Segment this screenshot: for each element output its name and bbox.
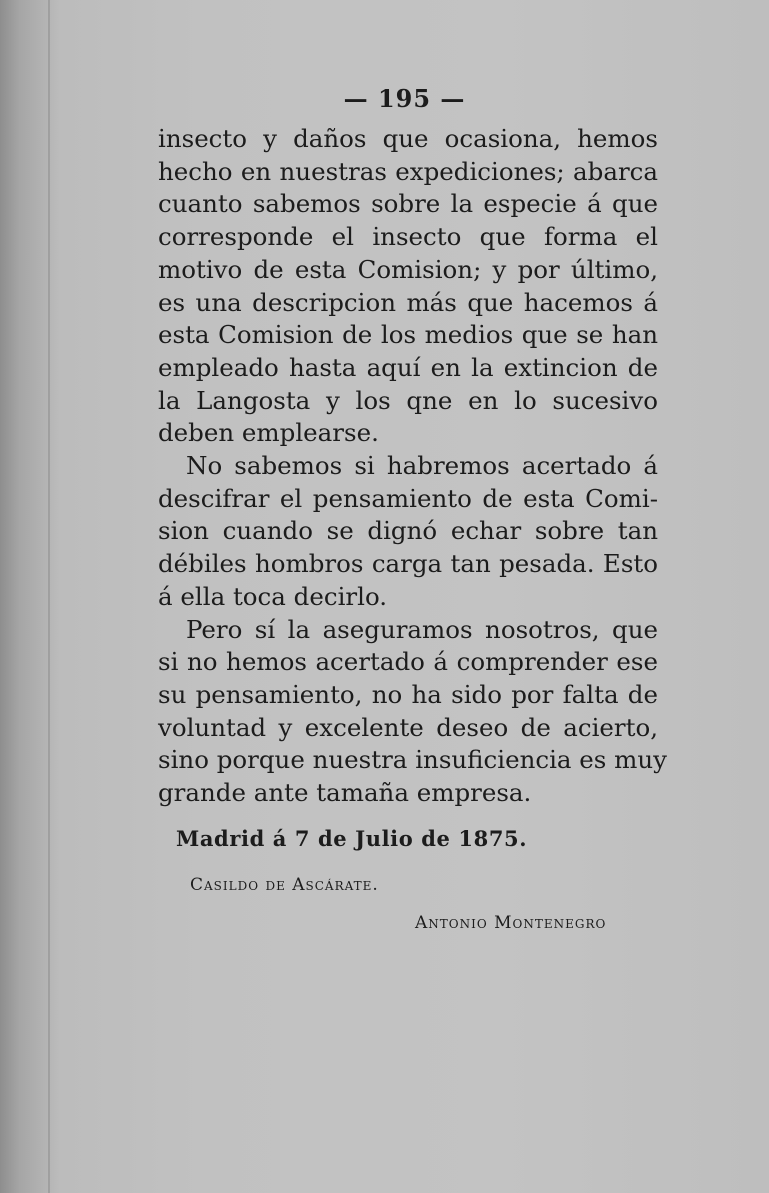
page-number: — 195 — bbox=[343, 84, 466, 113]
signature-montenegro: Antonio Montenegro bbox=[415, 913, 607, 933]
signature-ascarate: Casildo de Ascárate. bbox=[190, 875, 379, 895]
text-line: No sabemos si habremos acertado á bbox=[186, 451, 658, 481]
text-line: motivo de esta Comision; y por último, bbox=[158, 254, 658, 284]
text-line: á ella toca decirlo. bbox=[158, 581, 388, 611]
text-line: deben emplearse. bbox=[158, 418, 379, 448]
text-line: sion cuando se dignó echar sobre tan bbox=[158, 516, 658, 546]
date-line: Madrid á 7 de Julio de 1875. bbox=[176, 826, 528, 851]
text-line: esta Comision de los medios que se han bbox=[158, 320, 658, 350]
text-line: voluntad y excelente deseo de acierto, bbox=[158, 712, 658, 742]
text-line: es una descripcion más que hacemos á bbox=[158, 287, 658, 317]
text-line: sino porque nuestra insuficiencia es muy bbox=[158, 745, 668, 775]
text-line: hecho en nuestras expediciones; abarca bbox=[158, 156, 658, 186]
text-line: su pensamiento, no ha sido por falta de bbox=[158, 679, 658, 709]
page-gutter bbox=[48, 0, 50, 1193]
text-line: cuanto sabemos sobre la especie á que bbox=[158, 189, 658, 219]
text-line: corresponde el insecto que forma el bbox=[158, 222, 658, 252]
text-line: Pero sí la aseguramos nosotros, que bbox=[186, 614, 658, 644]
text-line: descifrar el pensamiento de esta Comi- bbox=[158, 483, 658, 513]
text-line: grande ante tamaña empresa. bbox=[158, 778, 532, 808]
text-line: la Langosta y los qne en lo sucesivo bbox=[158, 385, 658, 415]
text-line: si no hemos acertado á comprender ese bbox=[158, 647, 658, 677]
text-line: débiles hombros carga tan pesada. Esto bbox=[158, 549, 658, 579]
text-line: insecto y daños que ocasiona, hemos bbox=[158, 124, 658, 153]
body-text bbox=[158, 123, 668, 810]
text-line: empleado hasta aquí en la extincion de bbox=[158, 352, 658, 382]
